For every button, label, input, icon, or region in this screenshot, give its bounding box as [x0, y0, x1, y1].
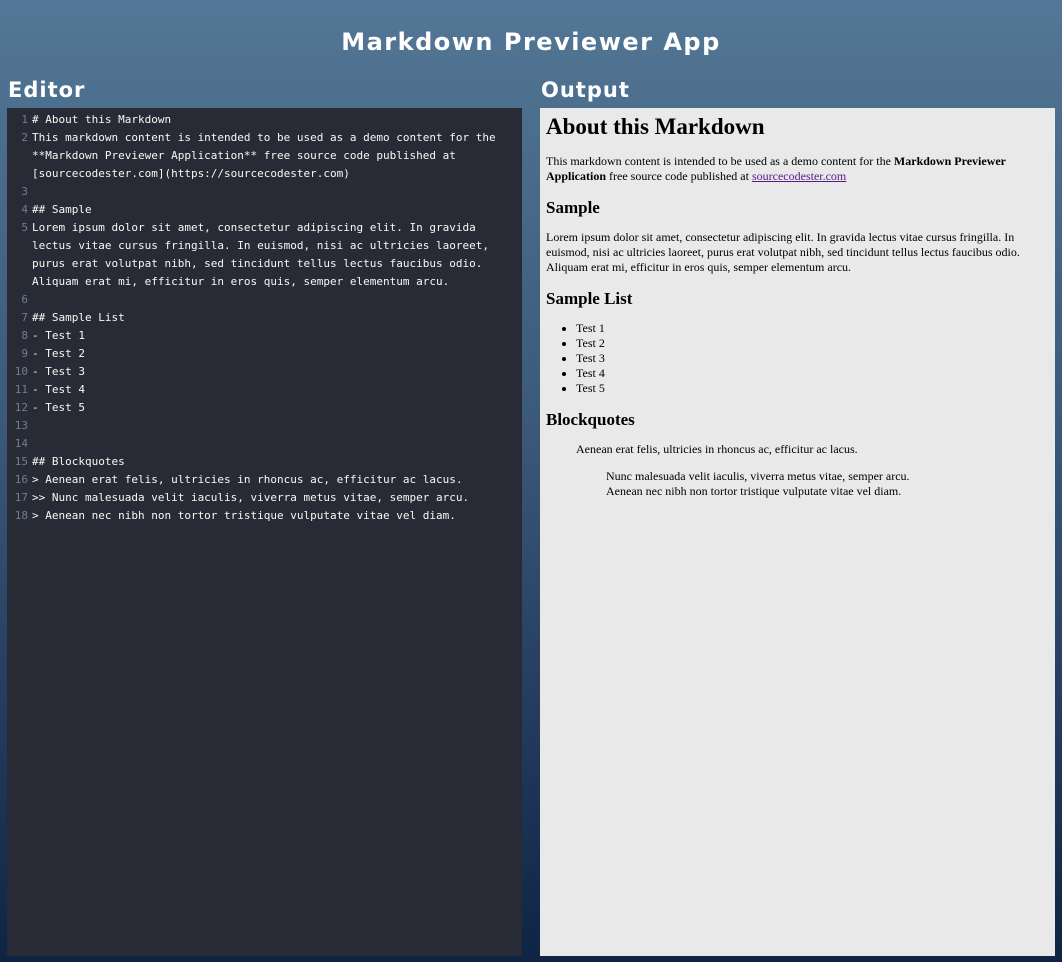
blockquote: [576, 442, 1049, 499]
code-line[interactable]: [7, 489, 522, 507]
code-line-text[interactable]: # About this Markdown: [32, 113, 172, 126]
code-line-text[interactable]: ## Blockquotes: [32, 455, 125, 468]
line-number: 16: [14, 473, 28, 486]
code-line-text[interactable]: - Test 4: [32, 383, 85, 396]
code-line-text[interactable]: > Aenean erat felis, ultricies in rhoncus ac, efficitur ac lacus.: [32, 473, 463, 486]
line-number: 7: [21, 311, 28, 324]
nested-blockquote-text: Aenean nec nibh non tortor tristique vulputate vitae vel diam.: [606, 484, 902, 498]
list-item: • Test 4: [576, 366, 1049, 381]
sourcecodester-link[interactable]: sourcecodester.com: [751, 169, 847, 183]
code-line[interactable]: [7, 327, 522, 345]
code-line-text[interactable]: This markdown content is intended to be used as a demo content for the **Markdown Previewer Application** free source code published at [sourcecodester.com](https://sourcecodester.com): [32, 131, 503, 180]
code-line[interactable]: [7, 399, 522, 417]
code-line[interactable]: [7, 453, 522, 471]
code-line[interactable]: [7, 219, 522, 291]
intro-text: This markdown content is intended to be used as a demo content for the: [546, 154, 894, 168]
app-title: Markdown Previewer App: [341, 28, 721, 56]
nested-blockquote: [606, 469, 1049, 499]
preview-intro-paragraph: [546, 154, 1049, 184]
list-item: • Test 5: [576, 381, 1049, 396]
preview-h2-sample: Sample: [546, 198, 600, 217]
code-line[interactable]: [7, 309, 522, 327]
code-line-text[interactable]: ## Sample List: [32, 311, 125, 324]
preview-sample-list: [546, 321, 1049, 396]
code-line[interactable]: [7, 183, 522, 201]
code-line-text[interactable]: [32, 183, 522, 201]
list-item: • Test 1: [576, 321, 1049, 336]
editor-lines[interactable]: [7, 108, 522, 525]
code-line-text[interactable]: >> Nunc malesuada velit iaculis, viverra metus vitae, semper arcu.: [32, 491, 470, 504]
line-number: 5: [21, 221, 28, 234]
list-item: • Test 2: [576, 336, 1049, 351]
line-number: 8: [21, 329, 28, 342]
code-line[interactable]: [7, 363, 522, 381]
code-line-text[interactable]: - Test 3: [32, 365, 85, 378]
code-line[interactable]: [7, 291, 522, 309]
code-line[interactable]: [7, 345, 522, 363]
preview-h2-blockquotes: Blockquotes: [546, 410, 635, 429]
code-line-text[interactable]: Lorem ipsum dolor sit amet, consectetur adipiscing elit. In gravida lectus vitae cursus fringilla. In euismod, nisi ac ultricies laoreet, purus erat volutpat nibh, sed tincidunt tellus lectus faucibus odio. Aliquam erat mi, efficitur in eros quis, semper elementum arcu.: [32, 221, 496, 288]
line-number: 15: [14, 455, 28, 468]
nested-blockquote-text: Nunc malesuada velit iaculis, viverra metus vitae, semper arcu.: [606, 469, 910, 483]
code-line[interactable]: [7, 435, 522, 453]
line-number: 17: [14, 491, 28, 504]
line-number: 12: [14, 401, 28, 414]
line-number: 4: [21, 203, 28, 216]
preview-h1: About this Markdown: [546, 114, 765, 139]
line-number: 9: [21, 347, 28, 360]
code-line-text[interactable]: - Test 1: [32, 329, 85, 342]
code-line[interactable]: [7, 471, 522, 489]
code-line[interactable]: [7, 507, 522, 525]
code-line[interactable]: [7, 381, 522, 399]
line-number: 10: [14, 365, 28, 378]
intro-bold-text: Markdown Previewer Application: [546, 154, 1006, 183]
list-item: • Test 3: [576, 351, 1049, 366]
code-line[interactable]: [7, 111, 522, 129]
output-preview: [540, 108, 1055, 956]
code-line-text[interactable]: - Test 2: [32, 347, 85, 360]
code-line-text[interactable]: ## Sample: [32, 203, 92, 216]
blockquote-text: Aenean erat felis, ultricies in rhoncus ac, efficitur ac lacus.: [576, 442, 858, 456]
markdown-editor[interactable]: [7, 108, 522, 956]
output-heading: Output: [541, 78, 630, 102]
line-number: 3: [21, 185, 28, 198]
intro-text-middle: free source code published at: [606, 169, 752, 183]
line-number: 6: [21, 293, 28, 306]
code-line[interactable]: [7, 201, 522, 219]
code-line-text[interactable]: [32, 417, 522, 435]
code-line-text[interactable]: [32, 291, 522, 309]
line-number: 11: [14, 383, 28, 396]
code-line-text[interactable]: > Aenean nec nibh non tortor tristique vulputate vitae vel diam.: [32, 509, 456, 522]
line-number: 18: [14, 509, 28, 522]
preview-h2-sample-list: Sample List: [546, 289, 633, 308]
preview-sample-paragraph: Lorem ipsum dolor sit amet, consectetur adipiscing elit. In gravida lectus vitae cursus fringilla. In euismod, nisi ac ultricies laoreet, purus erat volutpat nibh, sed tincidunt tellus lectus faucibus odio. Aliquam erat mi, efficitur in eros quis, semper elementum arcu.: [546, 230, 1020, 274]
line-number: 13: [14, 419, 28, 432]
editor-heading: Editor: [8, 78, 86, 102]
line-number: 1: [21, 113, 28, 126]
line-number: 2: [21, 131, 28, 144]
code-line[interactable]: [7, 417, 522, 435]
code-line-text[interactable]: [32, 435, 522, 453]
code-line-text[interactable]: - Test 5: [32, 401, 85, 414]
code-line[interactable]: [7, 129, 522, 183]
line-number: 14: [14, 437, 28, 450]
